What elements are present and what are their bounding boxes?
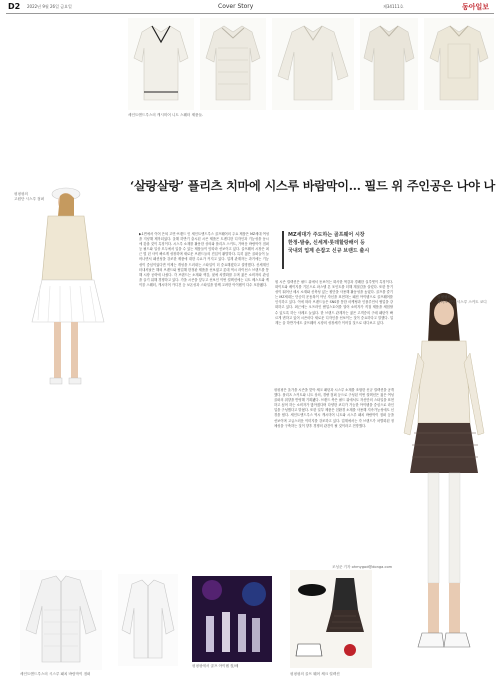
body-column-1: ▶1면에서 이어 은퇴 고연·브랜드 인 세인트앤드루스 골프웨어의 주요 제품은 MZ세대 여성을 겨냥해 제작되었다. 올해 하반기 출시된 시즌 제품은 트렌디한 디자인과 기능성을 동시에 갖춘 것이 특징이다. 시스루 소재를 활용한 상의와 플리츠 스커트, 가벼운 바람막이 점퍼 등 필드와 일상 모두에서 입을 수 있는 제품들이 잇따라 선보이고 있다. 골프웨어 시장은 최근 몇 년 사이 빠르게 성장하며 새로운 브랜드들의 진입이 활발하다. 특히 젊은 골퍼들이 늘어나면서 패션성을 강조한 제품에 대한 수요가 커지고 있다. 업계 관계자는 과거에는 기능성이 중심이었다면 이제는 개성을 드러내는 스타일이 더 중요해졌다고 설명했다. 신세계인터내셔날은 해외 브랜드와 협업해 한정판 제품을 선보였고 롯데 역시 라이선스 브랜드를 통해 시장 공략에 나섰다. 각 브랜드는 소재와 색감, 핏에 차별화를 두며 젊은 소비자의 관심을 끌기 위해 경쟁하고 있다. 가을 시즌을 앞두고 선보인 이번 컬렉션에는 니트 베스트와 케이블 스웨터, 캐시미어 카디건 등 보온성과 스타일을 함께 고려한 아이템이 다수 포함됐다. [139, 232, 269, 287]
model-right-caption: 핑핑핑의 체어크 원단 시스루 스커트 코디 [437, 295, 487, 304]
top-row-caption: 세인트앤드루스의 캐시미어 니트 스웨터 제품들. [128, 113, 204, 117]
model-photo-left [14, 176, 124, 390]
subhead: MZ세대가 주도하는 골프웨어 시장 한정-발송, 신세계·롯데할랑배이 등 국내외 업계 손잡고 신규 브랜드 출시 [288, 232, 370, 254]
headline: ‘살랑살랑’ 플리츠 치마에 시스루 바람막이… 필드 위 주인공은 나야 나 [130, 179, 496, 193]
body-column-2: 원 시즌 컬렉션은 필드 위에서 돋보이는 화사한 색감과 경쾌한 실루엣이 특징이다. 화이트와 베이지를 기본으로 파스텔 톤 포인트를 더해 계절감을 살렸다. 또한 통기성이 뛰어난 메시 소재와 신축성 있는 원단을 사용해 활동성을 높였다. 골프를 즐기는 MZ세대는 단순히 운동복이 아닌 자신을 표현하는 패션 아이템으로 골프웨어를 인식하고 있다. 이에 따라 브랜드들은 SNS를 통한 마케팅과 인플루언서 협업을 강화하고 있다. 최근에는 오프라인 팝업스토어를 열어 소비자가 직접 제품을 체험할 수 있도록 하는 사례도 늘었다. 한 브랜드 관계자는 젊은 고객층의 구매 패턴이 빠르게 변하고 있어 시즌마다 새로운 디자인을 선보이는 것이 중요하다고 말했다. 업계는 올 하반기에도 골프웨어 시장의 성장세가 이어질 것으로 내다보고 있다. [275, 280, 393, 325]
bottom-right-caption: 핑핑핑의 골프 웨어 체크 컬렉션 [290, 672, 340, 676]
subhead-bar [282, 231, 284, 269]
page-number: D2 [8, 2, 21, 11]
jacket-photo [20, 570, 102, 674]
bottom-left-caption: 세인트앤드루스의 시스루 패치 바람막이 점퍼 [20, 672, 91, 676]
model-photo-right [400, 283, 490, 672]
section-label: Cover Story [218, 3, 254, 10]
sweater-photo-1 [128, 18, 194, 110]
issue-number: 제34111호 [383, 4, 404, 9]
sweater-photo-2 [200, 18, 266, 110]
bottom-mid-caption: 핑핑핑에서 골프 아이템 컷/배 [192, 664, 239, 668]
sweater-photo-3 [272, 18, 354, 110]
sweater-photo-4 [360, 18, 418, 110]
top-rule [6, 13, 494, 14]
white-jacket-photo [118, 574, 178, 670]
sweater-photo-5 [424, 18, 494, 110]
byline: 조성준 기자 ohmygod@donga.com [332, 565, 393, 569]
concert-photo [192, 576, 272, 666]
publication-date: 2022년 9월 26일 금요일 [27, 4, 72, 9]
checked-outfit-photo [290, 570, 372, 672]
body-column-3: 핑핑핑은 올가을 시즌을 맞아 체크 패턴과 시스루 소재를 조합한 신규 컬렉션을 공개했다. 플리츠 스커트와 니트 상의, 경량 점퍼 등으로 구성된 이번 컬렉션은 젊은 여성 골퍼의 취향을 반영해 기획됐다. 브랜드 측은 필드 위에서도 자신만의 스타일을 표현하고 싶어 하는 소비자가 많아졌다며 다양한 코디가 가능한 아이템을 중심으로 라인업을 구성했다고 밝혔다. 또한 일부 제품은 친환경 소재를 사용해 지속가능성에도 신경을 썼다. 세인트앤드루스 역시 캐시미어 니트와 시스루 패치 바람막이 점퍼 등을 선보이며 고급스러운 이미지를 강조하고 있다. 업계에서는 각 브랜드가 차별화된 정체성을 구축하는 것이 향후 경쟁의 관건이 될 것이라고 전망했다. [274, 388, 394, 428]
newspaper-name: 동아일보 [462, 3, 490, 11]
model-left-caption: 핑핑핑의 고원단 시스루 점퍼 [14, 192, 45, 201]
